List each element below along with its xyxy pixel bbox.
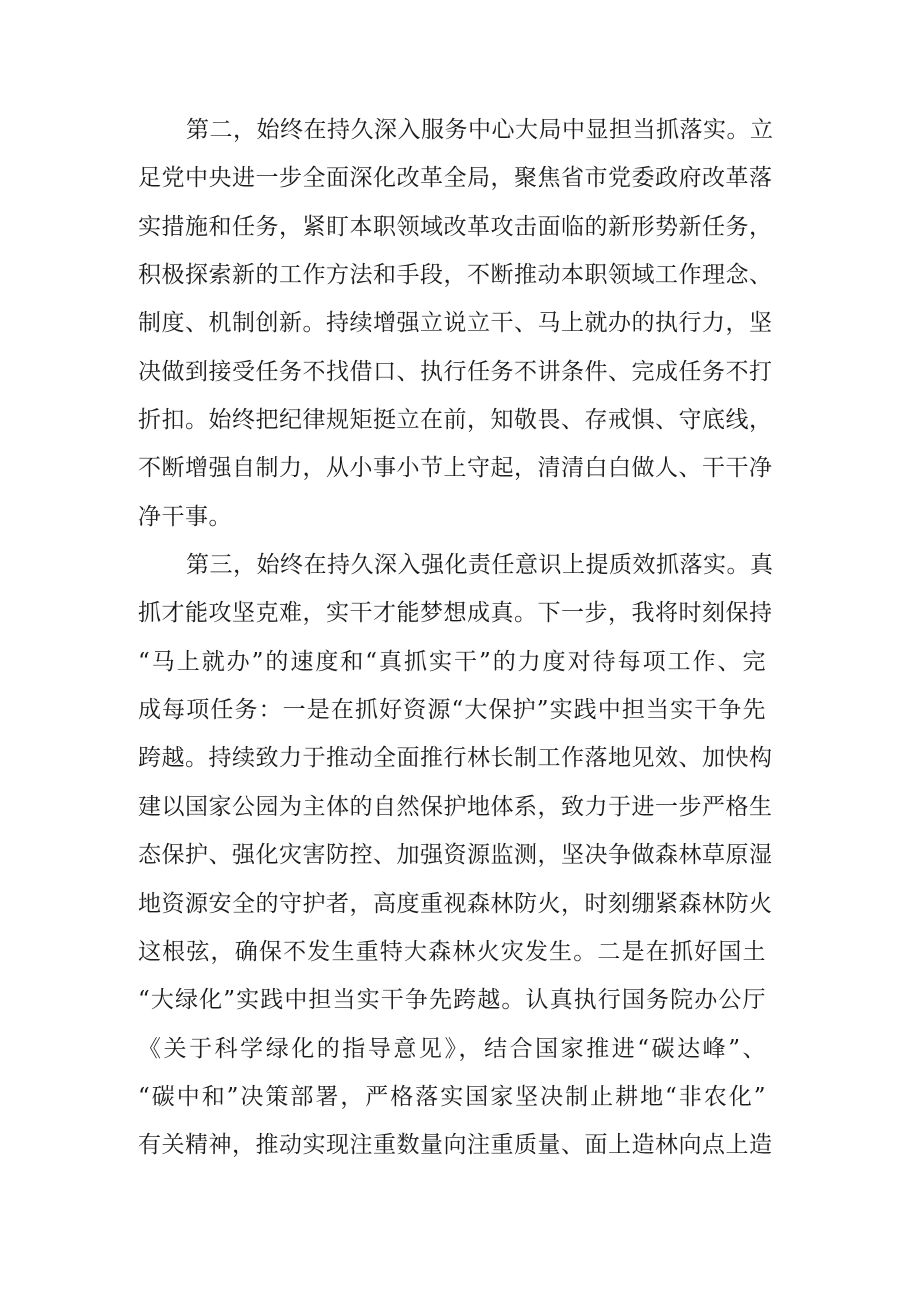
- paragraph-2-line-11: 《关于科学绿化的指导意见》，结合国家推进“碳达峰”、: [138, 1035, 766, 1062]
- paragraph-1-line-5: 制度、机制创新。持续增强立说立干、马上就办的执行力，坚: [138, 310, 773, 337]
- paragraph-2-line-8: 地资源安全的守护者，高度重视森林防火，时刻绷紧森林防火: [138, 890, 773, 917]
- paragraph-2-line-10: “大绿化”实践中担当实干争先跨越。认真执行国务院办公厅: [138, 987, 766, 1014]
- paragraph-2-line-12: “碳中和”决策部署，严格落实国家坚决制止耕地“非农化”: [138, 1083, 766, 1110]
- paragraph-2-line-6: 建以国家公园为主体的自然保护地体系，致力于进一步严格生: [138, 793, 773, 820]
- paragraph-2-line-5: 跨越。持续致力于推动全面推行林长制工作落地见效、加快构: [138, 745, 773, 772]
- paragraph-2-line-2: 抓才能攻坚克难，实干才能梦想成真。下一步，我将时刻保持: [138, 600, 773, 627]
- paragraph-1-line-2: 足党中央进一步全面深化改革全局，聚焦省市党委政府改革落: [138, 165, 773, 192]
- paragraph-2-line-3: “马上就办”的速度和“真抓实干”的力度对待每项工作、完: [138, 648, 766, 675]
- document-body: [138, 106, 774, 1170]
- paragraph-1-line-6: 决做到接受任务不找借口、执行任务不讲条件、完成任务不打: [138, 358, 773, 385]
- paragraph-1-line-4: 积极探索新的工作方法和手段，不断推动本职领域工作理念、: [138, 262, 773, 289]
- paragraph-2-line-7: 态保护、强化灾害防控、加强资源监测，坚决争做森林草原湿: [138, 842, 773, 869]
- paragraph-1-line-7: 折扣。始终把纪律规矩挺立在前，知敬畏、存戒惧、守底线，: [138, 407, 773, 434]
- paragraph-2-line-13: 有关精神，推动实现注重数量向注重质量、面上造林向点上造: [138, 1132, 773, 1159]
- paragraph-1-line-3: 实措施和任务，紧盯本职领域改革攻击面临的新形势新任务，: [138, 213, 773, 240]
- paragraph-1-line-8: 不断增强自制力，从小事小节上守起，清清白白做人、干干净: [138, 455, 773, 482]
- paragraph-2-line-1: 第三，始终在持久深入强化责任意识上提质效抓落实。真: [186, 552, 774, 579]
- paragraph-1-line-1: 第二，始终在持久深入服务中心大局中显担当抓落实。立: [186, 117, 774, 143]
- paragraph-1-line-9: 净干事。: [138, 503, 232, 530]
- paragraph-2-line-9: 这根弦，确保不发生重特大森林火灾发生。二是在抓好国土: [138, 938, 766, 965]
- paragraph-2-line-4: 成每项任务：一是在抓好资源“大保护”实践中担当实干争先: [138, 697, 766, 724]
